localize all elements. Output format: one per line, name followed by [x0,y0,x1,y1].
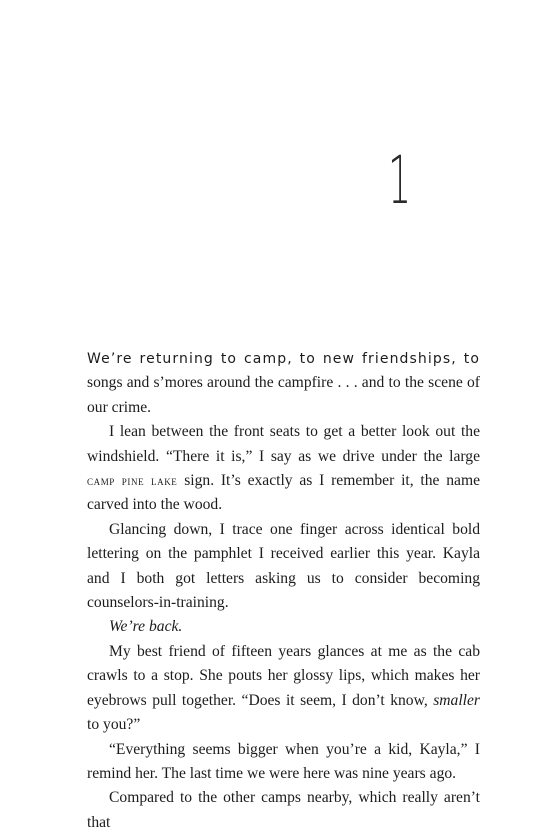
chapter-body [87,347,480,835]
paragraph-5-part-b: to you?” [87,716,141,734]
chapter-number: 1 [388,142,412,219]
paragraph-1 [87,347,480,420]
camp-sign-name: camp pine lake [87,473,178,489]
paragraph-6: “Everything seems bigger when you’re a kid, Kayla,” I remind her. The last time we were here was nine years ago. [87,740,480,782]
paragraph-3: Glancing down, I trace one finger across identical bold lettering on the pamphlet I received earlier this year. Kayla and I both got letters asking us to consider becoming counselors-in-training. [87,520,480,612]
paragraph-4-italic: We’re back. [109,618,183,636]
emphasis-smaller: smaller [433,691,480,709]
paragraph-7: Compared to the other camps nearby, which really aren’t that [87,789,480,831]
paragraph-1-rest: songs and s’mores around the campfire . . . and to the scene of our crime. [87,374,480,416]
paragraph-2-part-b: sign. It’s exactly as I remember it, the name carved into the wood. [87,472,481,514]
paragraph-5-part-a: My best friend of fifteen years glances at me as the cab crawls to a stop. She pouts her glossy lips, which makes her eyebrows pull together. “Does it seem, I don’t know, [87,642,480,709]
chapter-lead-in: We’re returning to camp, to new friendships, to [87,351,480,367]
paragraph-4 [87,615,480,639]
paragraph-2 [87,420,480,518]
paragraph-2-part-a: I lean between the front seats to get a better look out the windshield. “There it is,” I say as we drive under the large [87,423,480,465]
paragraph-5 [87,640,480,738]
